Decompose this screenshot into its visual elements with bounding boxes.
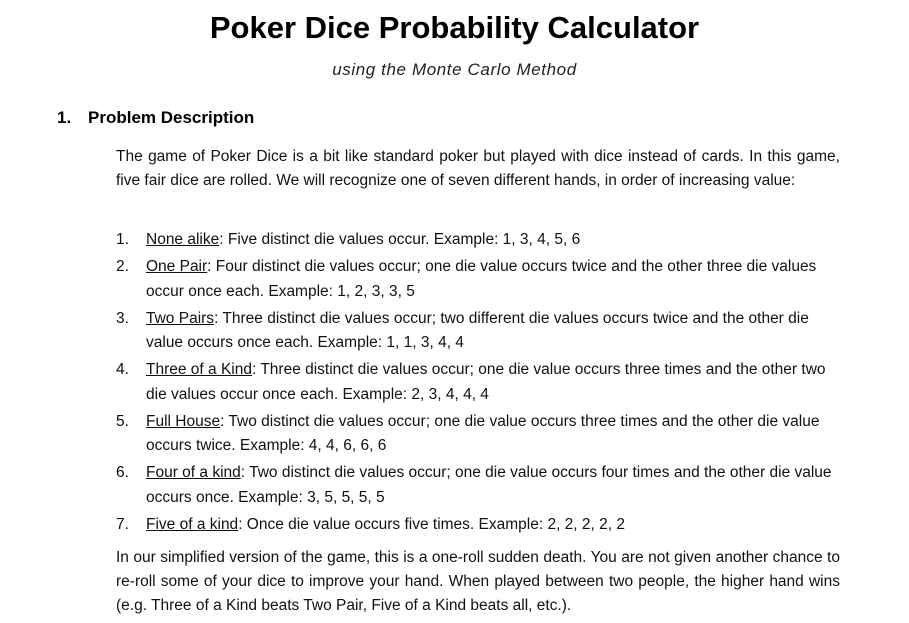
hand-list-item (116, 358, 840, 407)
hand-description: : Two distinct die values occur; one die value occurs three times and the other die value occurs twice. Example: 4, 4, 6, 6, 6 (146, 412, 820, 454)
hand-index: 2. (116, 258, 129, 275)
hand-list-item (116, 307, 840, 356)
hands-list (116, 228, 840, 540)
hand-name: One Pair (146, 258, 208, 275)
hand-list-item (116, 255, 840, 304)
hand-name: Three of a Kind (146, 361, 252, 378)
section-number: 1. (57, 108, 72, 127)
hand-description: : Three distinct die values occur; two different die values occurs twice and the other die value occurs once each. Example: 1, 1, 3, 4, 4 (146, 309, 809, 351)
hand-name: Five of a kind (146, 515, 239, 533)
section-title: Problem Description (88, 108, 255, 127)
hand-description: : Two distinct die values occur; one die value occurs four times and the other die value occurs once. Example: 3, 5, 5, 5, 5 (146, 464, 832, 506)
hand-description: : Three distinct die values occur; one die value occurs three times and the other two die values occur once each. Example: 2, 3, 4, 4, 4 (146, 361, 826, 403)
hand-index: 5. (116, 412, 129, 430)
document-subtitle: using the Monte Carlo Method (332, 60, 577, 79)
hand-description: : Five distinct die values occur. Example: 1, 3, 4, 5, 6 (219, 231, 581, 248)
hand-list-item (116, 461, 840, 510)
hand-description: : Once die value occurs five times. Example: 2, 2, 2, 2, 2 (238, 515, 626, 533)
hand-index: 1. (116, 231, 129, 248)
hand-index: 7. (116, 515, 129, 533)
section-heading (57, 108, 254, 128)
hand-index: 3. (116, 309, 129, 327)
intro-paragraph: The game of Poker Dice is a bit like standard poker but played with dice instead of cards. In this game, five fair dice are rolled. We will recognize one of seven different hands, in order of increasing value: (116, 148, 840, 189)
closing-paragraph: In our simplified version of the game, this is a one-roll sudden death. You are not given another chance to re-roll some of your dice to improve your hand. When played between two people, the higher hand wins (e.g. Three of a Kind beats Two Pair, Five of a Kind beats all, etc.). (116, 549, 840, 614)
hand-description: : Four distinct die values occur; one die value occurs twice and the other three die values occur once each. Example: 1, 2, 3, 3, 5 (146, 258, 817, 300)
hand-name: Two Pairs (146, 309, 215, 327)
hand-list-item (116, 410, 840, 459)
hand-list-item (116, 228, 840, 253)
hand-list-item (116, 513, 840, 538)
hand-name: None alike (146, 231, 220, 248)
hand-name: Full House (146, 412, 221, 430)
hand-index: 6. (116, 464, 129, 481)
hand-name: Four of a kind (146, 464, 241, 481)
hand-index: 4. (116, 361, 129, 378)
document-title: Poker Dice Probability Calculator (209, 10, 700, 45)
